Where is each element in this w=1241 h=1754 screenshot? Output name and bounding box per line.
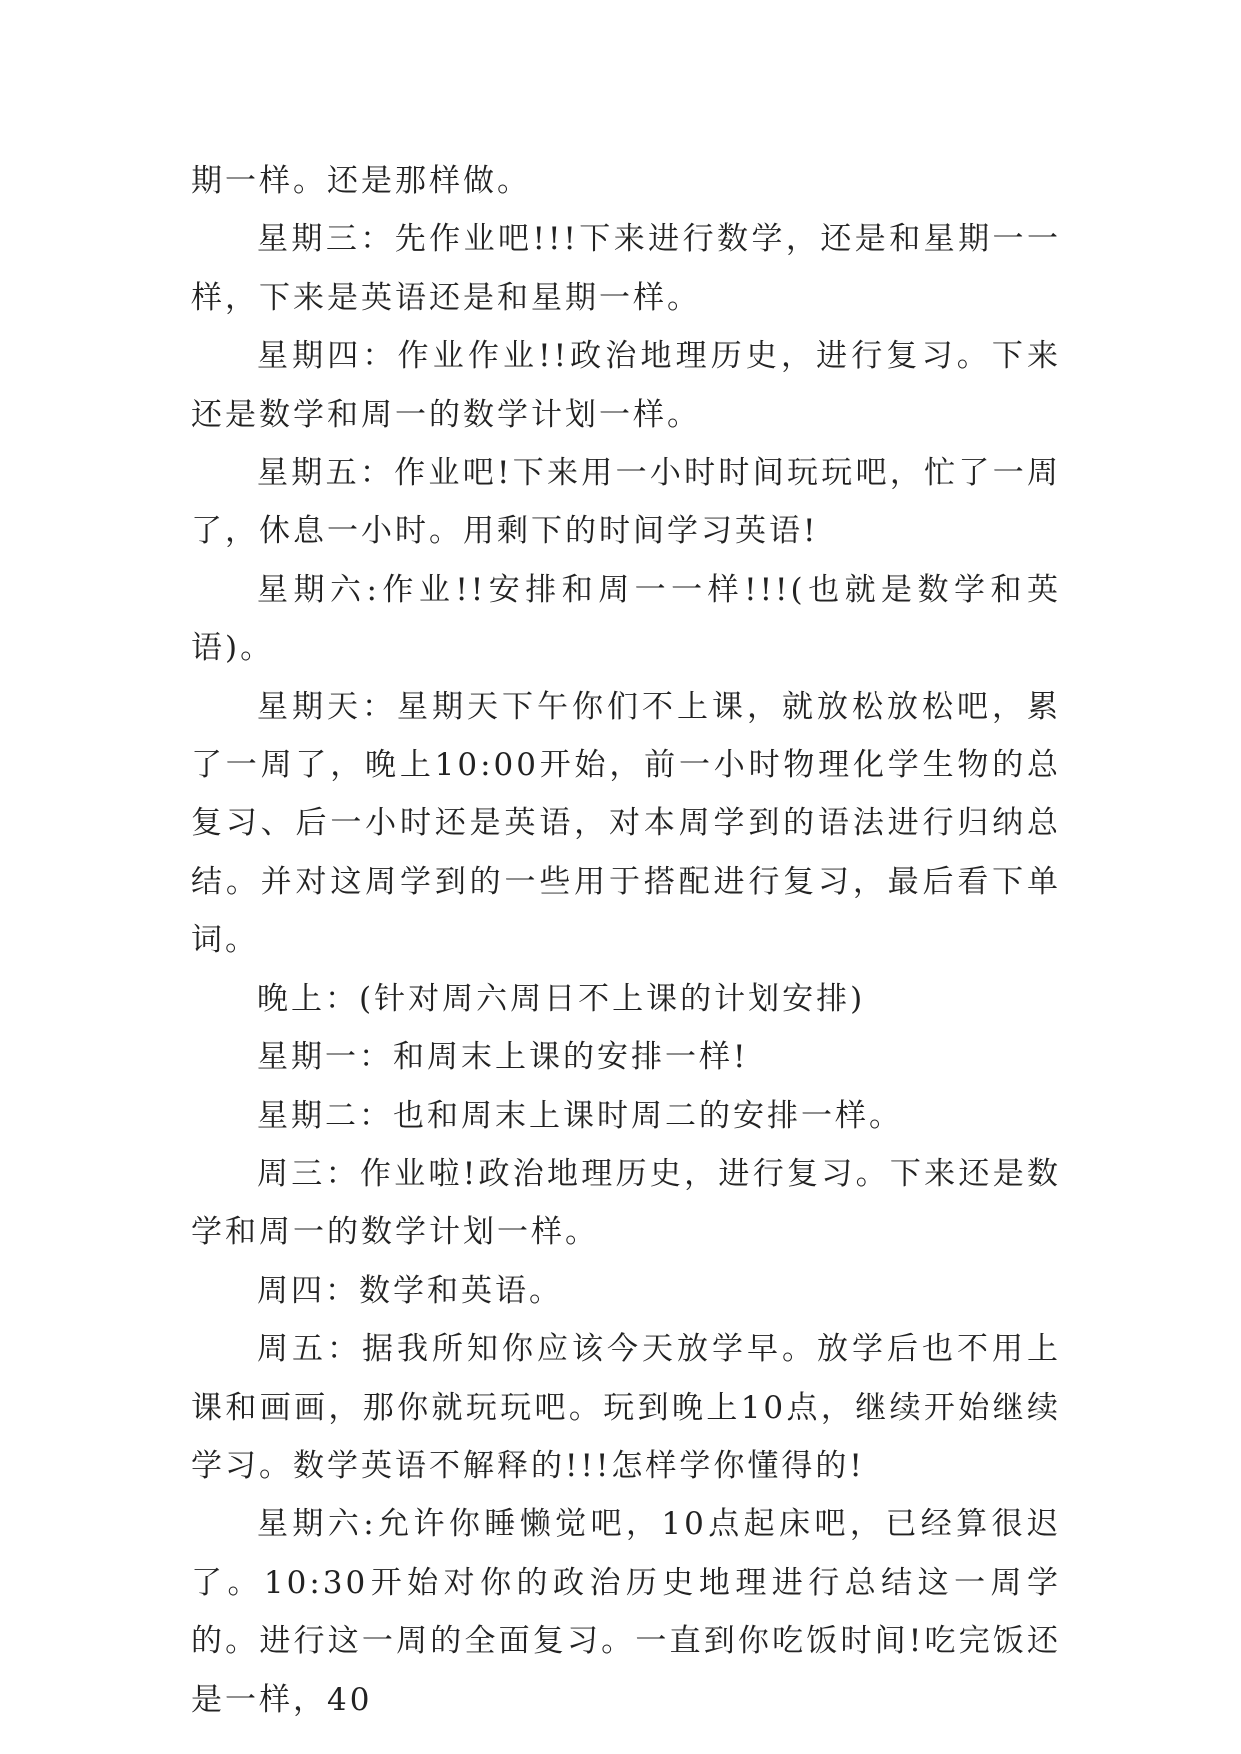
document-body — [191, 152, 1061, 1729]
paragraph-sunday: 星期天：星期天下午你们不上课，就放松放松吧，累了一周了，晚上10:00开始，前一小时物理化学生物的总复习、后一小时还是英语，对本周学到的语法进行归纳总结。并对这周学到的一些用于搭配进行复习，最后看下单词。 — [191, 688, 1061, 959]
paragraph-evening-tuesday: 星期二：也和周末上课时周二的安排一样。 — [257, 1097, 903, 1134]
paragraph-evening-friday: 周五：据我所知你应该今天放学早。放学后也不用上课和画画，那你就玩玩吧。玩到晚上10点，继续开始继续学习。数学英语不解释的!!!怎样学你懂得的! — [191, 1331, 1061, 1484]
paragraph-continuation: 期一样。还是那样做。 — [191, 163, 531, 199]
paragraph-evening-saturday: 星期六:允许你睡懒觉吧，10点起床吧，已经算很迟了。10:30开始对你的政治历史地理进行总结这一周学的。进行这一周的全面复习。一直到你吃饭时间!吃完饭还是一样，40 — [191, 1506, 1061, 1718]
paragraph-evening-monday: 星期一：和周末上课的安排一样! — [257, 1039, 749, 1076]
paragraph-thursday: 星期四：作业作业!!政治地理历史，进行复习。下来还是数学和周一的数学计划一样。 — [191, 338, 1061, 433]
paragraph-friday: 星期五：作业吧!下来用一小时时间玩玩吧，忙了一周了，休息一小时。用剩下的时间学习英语! — [191, 455, 1061, 550]
paragraph-evening-thursday: 周四：数学和英语。 — [257, 1272, 563, 1309]
paragraph-evening-wednesday: 周三：作业啦!政治地理历史，进行复习。下来还是数学和周一的数学计划一样。 — [191, 1155, 1061, 1251]
paragraph-evening-heading: 晚上：(针对周六周日不上课的计划安排) — [257, 980, 866, 1017]
paragraph-saturday: 星期六:作业!!安排和周一一样!!!(也就是数学和英语)。 — [191, 571, 1061, 667]
paragraph-wednesday: 星期三：先作业吧!!!下来进行数学，还是和星期一一样，下来是英语还是和星期一样。 — [191, 221, 1061, 316]
